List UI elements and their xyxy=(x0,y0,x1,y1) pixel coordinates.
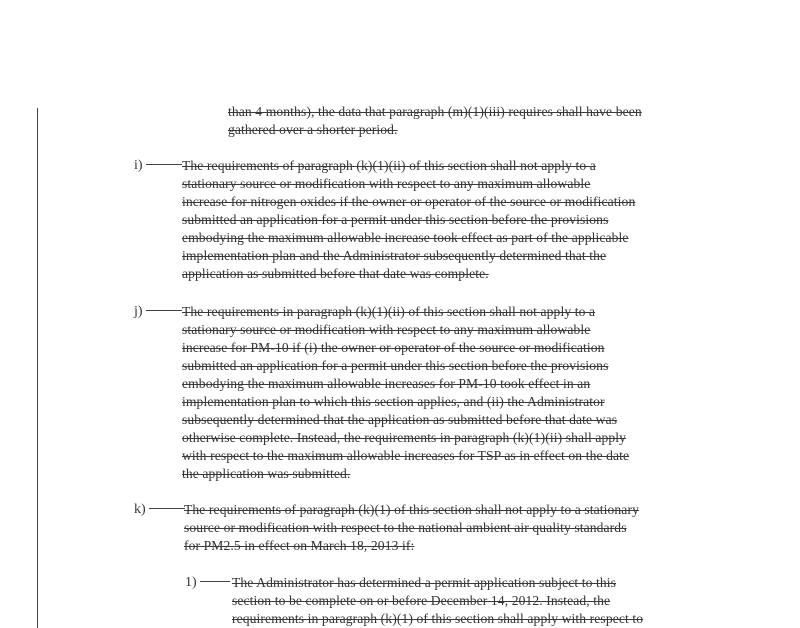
text-line: stationary source or modification with respect to any maximum allowable xyxy=(182,176,591,191)
text-line: source or modification with respect to the national ambient air quality standards xyxy=(184,520,627,535)
text-line: embodying the maximum allowable increase took effect as part of the applicable xyxy=(182,230,629,245)
paragraph-1 xyxy=(232,574,643,628)
text-line: subsequently determined that the application as submitted before that date was xyxy=(182,412,618,427)
item-marker-1 xyxy=(185,574,230,592)
text-line: application as submitted before that date was complete. xyxy=(182,266,489,281)
text-line: implementation plan to which this section applies, and (ii) the Administrator xyxy=(182,394,605,409)
text-line: stationary source or modification with respect to any maximum allowable xyxy=(182,322,591,337)
text-line: submitted an application for a permit under this section before the provisions xyxy=(182,358,609,373)
text-line: than 4 months), the data that paragraph (m)(1)(iii) requires shall have been xyxy=(228,104,642,119)
item-marker-label: i) xyxy=(134,158,143,173)
marker-dash xyxy=(146,310,182,311)
continuation-paragraph xyxy=(228,103,642,139)
text-line: requirements in paragraph (k)(1) of this section shall apply with respect to xyxy=(232,611,644,626)
text-line: The requirements of paragraph (k)(1) of this section shall not apply to a stationary xyxy=(184,502,639,517)
item-marker-i xyxy=(134,157,182,175)
marker-dash xyxy=(146,164,182,165)
paragraph-k xyxy=(184,501,639,555)
paragraph-j xyxy=(182,303,629,483)
text-line: The requirements in paragraph (k)(1)(ii) of this section shall not apply to a xyxy=(182,304,596,319)
item-marker-k xyxy=(134,501,185,519)
text-line: implementation plan and the Administrator subsequently determined that the xyxy=(182,248,607,263)
text-line: increase for PM-10 if (i) the owner or operator of the source or modification xyxy=(182,340,605,355)
text-line: embodying the maximum allowable increases for PM-10 took effect in an xyxy=(182,376,591,391)
text-line: for PM2.5 in effect on March 18, 2013 if: xyxy=(184,538,415,553)
text-line: the application was submitted. xyxy=(182,466,351,481)
item-marker-label: k) xyxy=(134,502,146,517)
item-marker-j xyxy=(134,303,182,321)
text-line: submitted an application for a permit under this section before the provisions xyxy=(182,212,609,227)
margin-rule xyxy=(37,108,38,628)
text-line: gathered over a shorter period. xyxy=(228,122,398,137)
text-line: section to be complete on or before December 14, 2012. Instead, the xyxy=(232,593,611,608)
text-line: The requirements of paragraph (k)(1)(ii) of this section shall not apply to a xyxy=(182,158,596,173)
item-marker-label: j) xyxy=(134,304,143,319)
item-marker-label: 1) xyxy=(185,575,197,590)
text-line: otherwise complete. Instead, the requirements in paragraph (k)(1)(ii) shall apply xyxy=(182,430,627,445)
marker-dash xyxy=(149,508,185,509)
text-line: increase for nitrogen oxides if the owner or operator of the source or modification xyxy=(182,194,636,209)
paragraph-i xyxy=(182,157,635,283)
text-line: The Administrator has determined a permit application subject to this xyxy=(232,575,617,590)
marker-dash xyxy=(200,581,230,582)
text-line: with respect to the maximum allowable increases for TSP as in effect on the date xyxy=(182,448,630,463)
